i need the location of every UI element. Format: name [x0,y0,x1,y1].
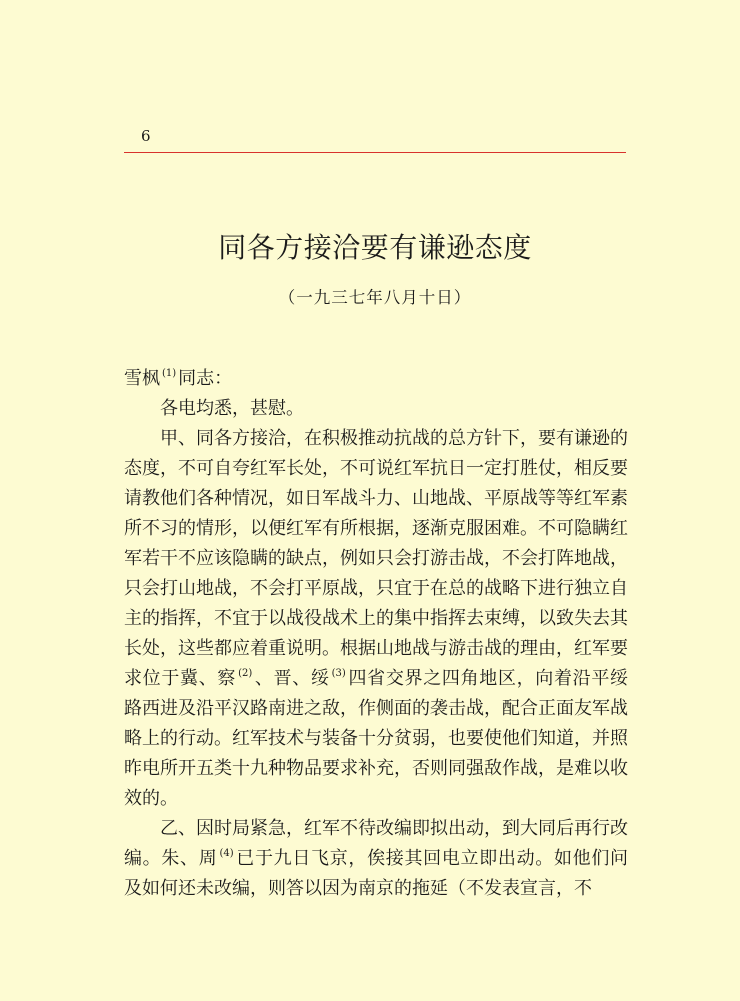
paragraph-2-text-1: 甲、同各方接洽，在积极推动抗战的总方针下，要有谦逊的态度，不可自夸红军长处，不可说红军抗日一定打胜仗，相反要请教他们各种情况，如日军战斗力、山地战、平原战等等红军素所不习的情形，以便红军有所根据，逐渐克服困难。不可隐瞒红军若干不应该隐瞒的缺点，例如只会打游击战，不会打阵地战，只会打山地战，不会打平原战，只宜于在总的战略下进行独立自主的指挥，不宜于以战役战术上的集中指挥去束缚，以致失去其长处，这些都应着重说明。根据山地战与游击战的理由，红军要求位于冀、察 [124,428,628,689]
footnote-ref-2: (2) [238,668,253,679]
paragraph-2-text-2: 、晋、绥 [254,668,330,689]
paragraph-2 [124,424,628,814]
page-number: 6 [141,127,151,145]
recipient-name: 雪枫 [124,368,160,389]
salutation [124,364,628,394]
letter-body [124,364,628,904]
paragraph-3 [124,814,628,904]
page-title: 同各方接洽要有谦逊态度 [218,231,532,264]
footnote-ref-4: (4) [219,848,234,859]
paragraph-1: 各电均悉，甚慰。 [160,398,304,419]
footnote-ref-3: (3) [331,668,346,679]
header-rule [124,152,626,153]
paragraph-3-text-1: 乙、因时局紧急，红军不待改编即拟出动，到大同后再行改编。朱、周 [124,818,628,869]
paragraph-3-text-2: 已于九日飞京，俟接其回电立即出动。如他们问及如何还未改编，则答以因为南京的拖延（不发表宣言，不 [124,848,629,899]
paragraph-2-text-3: 四省交界之四角地区，向着沿平绥路西进及沿平汉路南进之敌，作侧面的袭击战，配合正面友军战略上的行动。红军技术与装备十分贫弱，也要使他们知道，并照昨电所开五类十九种物品要求补充，否则同强敌作战，是难以收效的。 [124,668,629,809]
salutation-rest: 同志： [178,368,233,389]
footnote-ref-1: (1) [162,368,177,379]
date-line: （一九三七年八月十日） [278,288,472,307]
